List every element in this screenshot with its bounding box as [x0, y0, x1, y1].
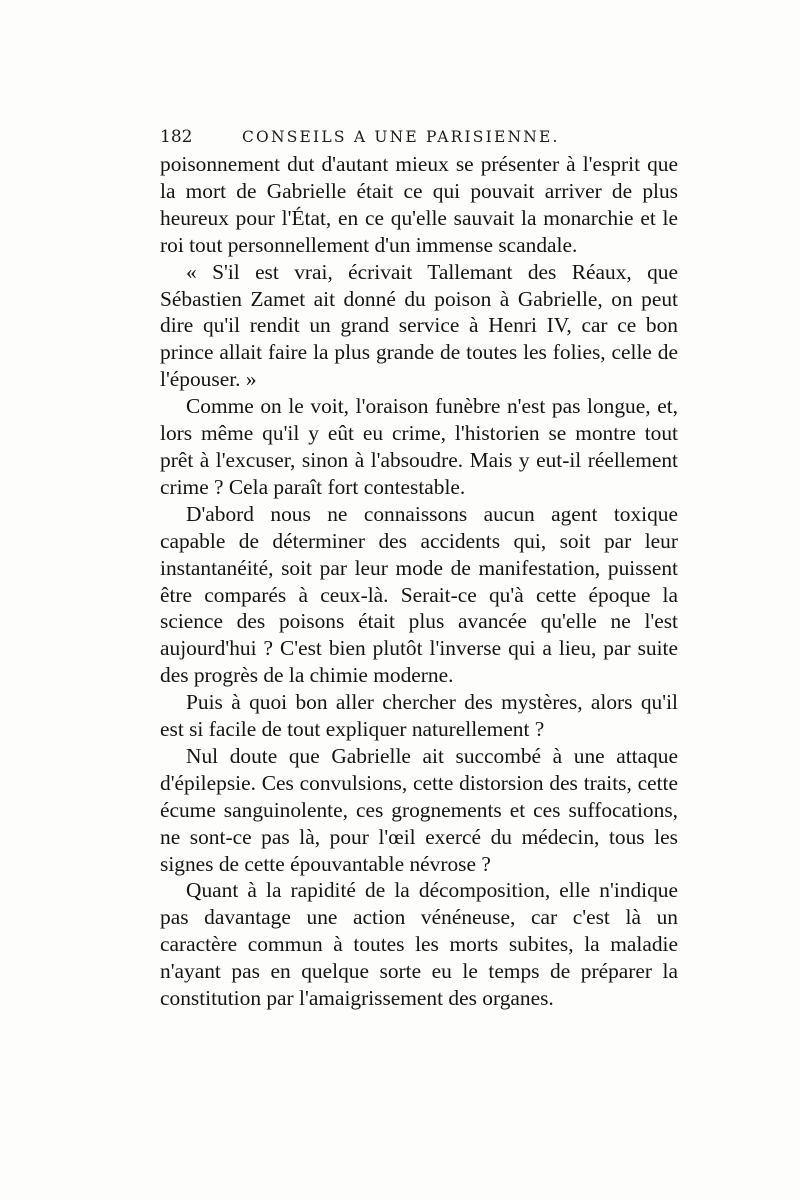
body-text — [160, 151, 678, 1012]
page-number: 182 — [160, 127, 193, 147]
running-title: CONSEILS A UNE PARISIENNE. — [242, 128, 560, 146]
paragraph-mysteres: Puis à quoi bon aller chercher des mystères, alors qu'il est si facile de tout expliquer naturellement ? — [160, 690, 678, 742]
paragraph-decomposition: Quant à la rapidité de la décomposition, elle n'indique pas davantage une action vénéneuse, car c'est là un caractère commun à toutes les morts subites, la maladie n'ayant pas en quelque sorte eu le temps de préparer la constitution par l'amaigrissement des organes. — [160, 878, 678, 1011]
page-header — [160, 124, 656, 150]
paragraph-continuation: poisonnement dut d'autant mieux se présenter à l'esprit que la mort de Gabrielle était ce qui pouvait arriver de plus heureux pour l'État, en ce qu'elle sauvait la monarchie et le roi tout personnellement d'un immense scandale. — [160, 152, 678, 257]
paragraph-epilepsie: Nul doute que Gabrielle ait succombé à une attaque d'épilepsie. Ces convulsions, cette distorsion des traits, cette écume sanguinolente, ces grognements et ces suffocations, ne sont-ce pas là, pour l'œil exercé du médecin, tous les signes de cette épouvantable névrose ? — [160, 743, 678, 876]
paragraph-tallemant-quote: « S'il est vrai, écrivait Tallemant des Réaux, que Sébastien Zamet ait donné du poison à Gabrielle, on peut dire qu'il rendit un grand service à Henri IV, car ce bon prince allait faire la plus grande de toutes les folies, celle de l'épouser. » — [160, 259, 678, 392]
paragraph-oraison: Comme on le voit, l'oraison funèbre n'est pas longue, et, lors même qu'il y eût eu crime, l'historien se montre tout prêt à l'excuser, sinon à l'absoudre. Mais y eut-il réellement crime ? Cela paraît fort contestable. — [160, 394, 678, 499]
paragraph-agent-toxique: D'abord nous ne connaissons aucun agent toxique capable de déterminer des accidents qui, soit par leur instantanéité, soit par leur mode de manifestation, puissent être comparés à ceux-là. Serait-ce qu'à cette époque la science des poisons était plus avancée qu'elle ne l'est aujourd'hui ? C'est bien plutôt l'inverse qui a lieu, par suite des progrès de la chimie moderne. — [160, 501, 678, 688]
